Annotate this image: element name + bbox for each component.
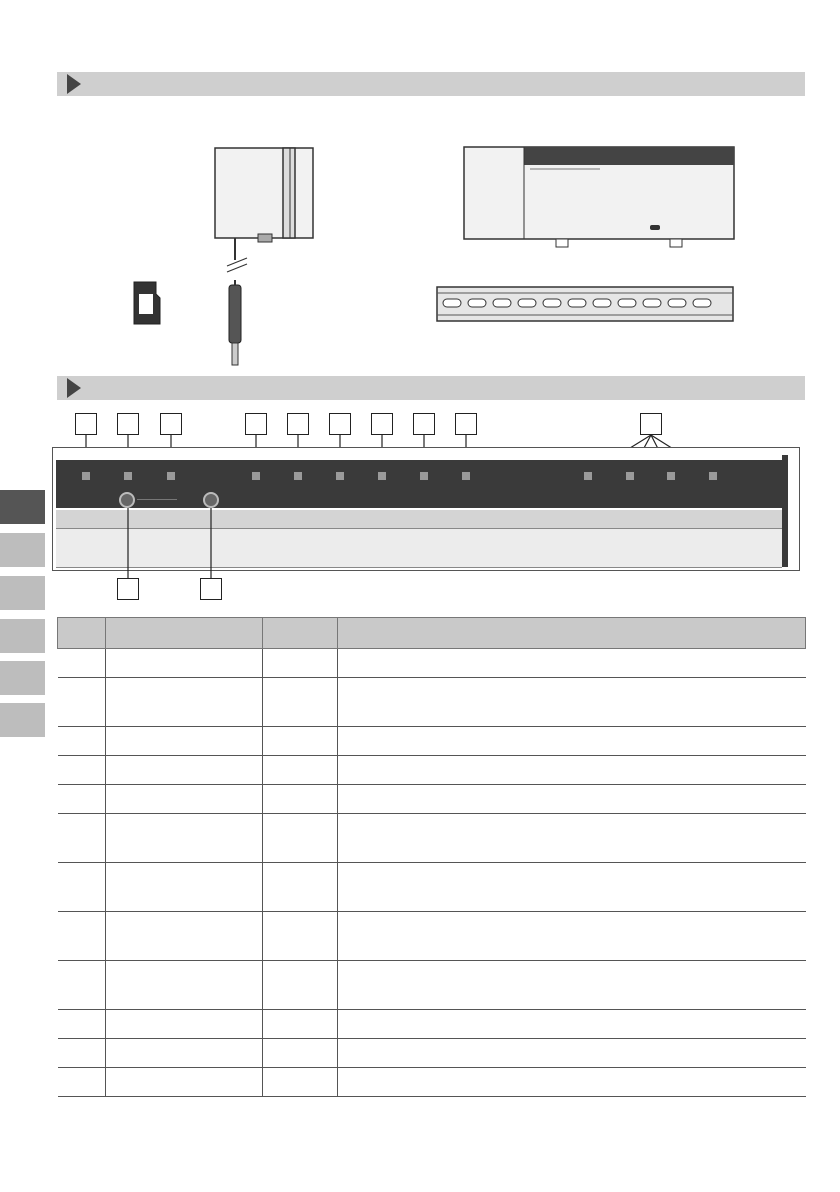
side-tab[interactable] (0, 619, 45, 653)
status-led (167, 472, 175, 480)
table-cell (263, 814, 338, 863)
table-cell (58, 1010, 106, 1039)
table-header (263, 618, 338, 649)
table-cell (106, 863, 263, 912)
spec-table (57, 617, 806, 1097)
table-row (58, 1010, 806, 1039)
table-cell (58, 649, 106, 678)
table-cell (58, 1039, 106, 1068)
status-led (82, 472, 90, 480)
table-row (58, 961, 806, 1010)
table-row (58, 756, 806, 785)
table-cell (338, 727, 806, 756)
side-tab[interactable] (0, 661, 45, 695)
table-cell (106, 961, 263, 1010)
side-tab[interactable] (0, 703, 45, 737)
table-row (58, 649, 806, 678)
table-cell (263, 678, 338, 727)
table-cell (106, 912, 263, 961)
table-cell (338, 814, 806, 863)
table-cell (263, 1039, 338, 1068)
table-cell (58, 961, 106, 1010)
table-row (58, 1068, 806, 1097)
table-cell (58, 863, 106, 912)
table-cell (106, 814, 263, 863)
table-cell (106, 678, 263, 727)
table-header (338, 618, 806, 649)
table-cell (106, 1068, 263, 1097)
zone-led (462, 472, 470, 480)
zone-led (378, 472, 386, 480)
callout-box (117, 578, 139, 600)
zone-led (294, 472, 302, 480)
table-cell (338, 912, 806, 961)
table-row (58, 814, 806, 863)
table-cell (263, 961, 338, 1010)
table-cell (58, 785, 106, 814)
table-header (58, 618, 106, 649)
table-cell (338, 863, 806, 912)
table-cell (263, 863, 338, 912)
extension-led (709, 472, 717, 480)
table-cell (263, 785, 338, 814)
table-header (106, 618, 263, 649)
table-cell (338, 1010, 806, 1039)
table-cell (338, 756, 806, 785)
table-cell (263, 727, 338, 756)
table-cell (58, 814, 106, 863)
status-led (124, 472, 132, 480)
table-cell (106, 756, 263, 785)
table-cell (338, 785, 806, 814)
extension-led (667, 472, 675, 480)
table-cell (106, 727, 263, 756)
table-cell (58, 912, 106, 961)
zone-led (252, 472, 260, 480)
zone-led (420, 472, 428, 480)
table-cell (58, 678, 106, 727)
table-cell (106, 1010, 263, 1039)
extension-led (584, 472, 592, 480)
table-header-row (58, 618, 806, 649)
table-row (58, 863, 806, 912)
extension-led (626, 472, 634, 480)
table-cell (338, 649, 806, 678)
bottom-leader-lines (0, 500, 840, 580)
table-cell (263, 1068, 338, 1097)
table-cell (338, 961, 806, 1010)
table-cell (58, 727, 106, 756)
table-cell (58, 1068, 106, 1097)
zone-led (336, 472, 344, 480)
callout-box (200, 578, 222, 600)
table-cell (263, 1010, 338, 1039)
table-cell (106, 649, 263, 678)
table-cell (263, 649, 338, 678)
table-row (58, 678, 806, 727)
table-cell (263, 756, 338, 785)
table-row (58, 912, 806, 961)
table-cell (338, 1068, 806, 1097)
table-cell (338, 1039, 806, 1068)
table-row (58, 727, 806, 756)
table-row (58, 1039, 806, 1068)
table-cell (106, 1039, 263, 1068)
table-cell (106, 785, 263, 814)
table-cell (58, 756, 106, 785)
table-cell (263, 912, 338, 961)
table-cell (338, 678, 806, 727)
table-row (58, 785, 806, 814)
